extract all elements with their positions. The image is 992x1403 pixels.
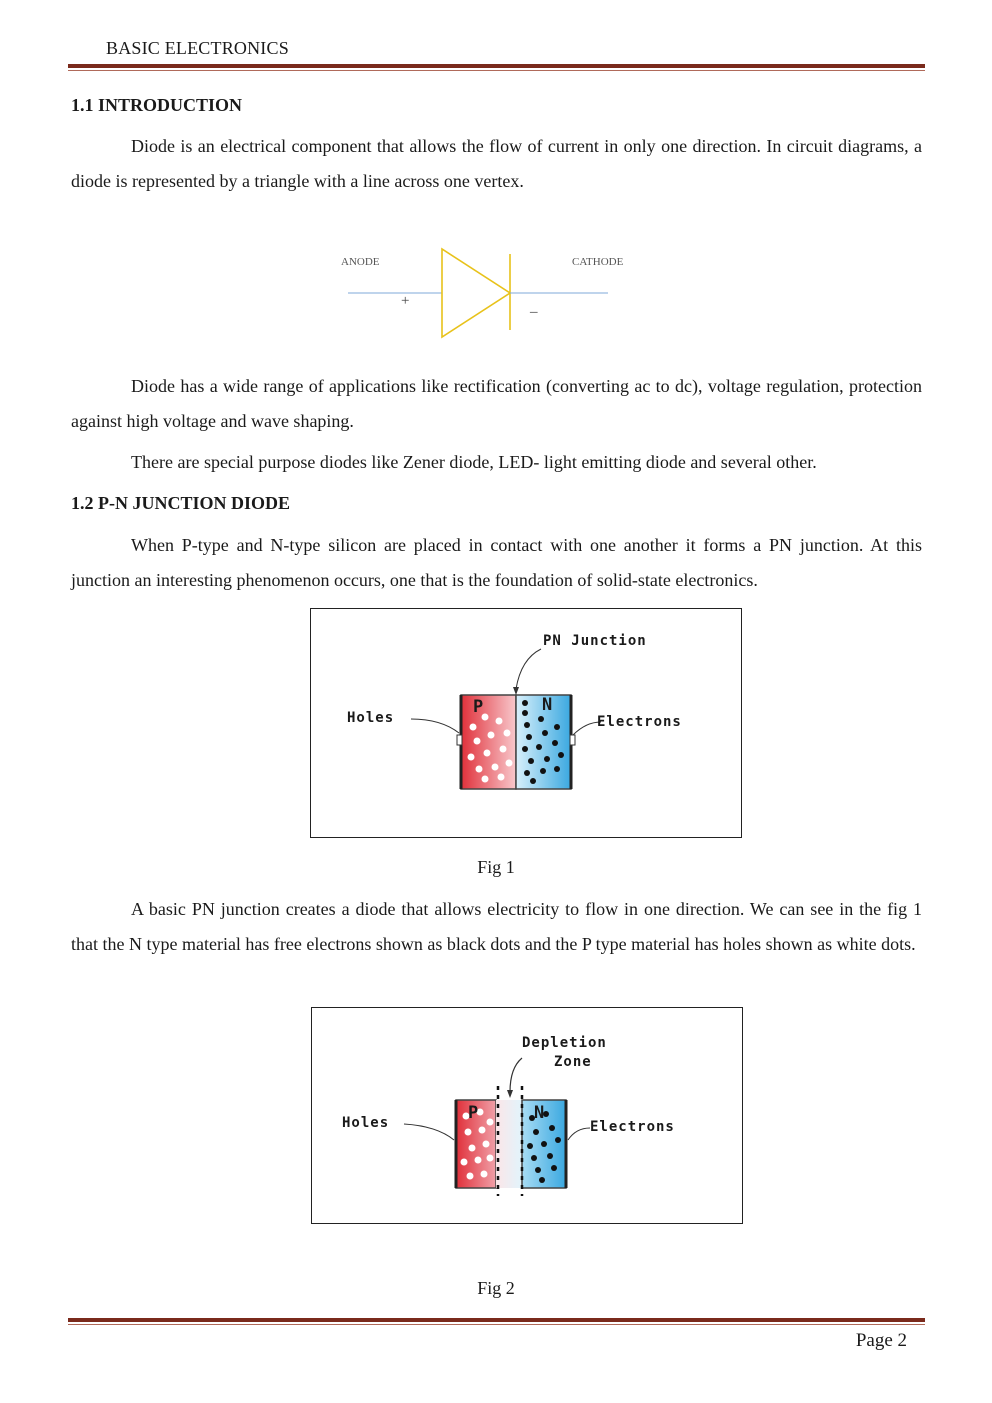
running-header: BASIC ELECTRONICS [106, 38, 289, 58]
p-region [461, 695, 516, 789]
fig1-p-label: P [473, 697, 485, 717]
section-heading-pn-junction: 1.2 P-N JUNCTION DIODE [71, 493, 291, 513]
holes-leader [411, 719, 459, 733]
diode-symbol [338, 244, 638, 344]
diode-triangle [442, 249, 510, 337]
fig1-electrons-label: Electrons [597, 714, 682, 730]
paragraph-text: A basic PN junction creates a diode that allows electricity to flow in one direction. We can see in the fig 1 that the N type material has free electrons shown as black dots and the P type material has holes shown as white dots. [71, 899, 922, 954]
fig2-p-label: P [468, 1103, 480, 1123]
depletion-arrow [510, 1058, 522, 1092]
header-rule [68, 64, 925, 68]
header-rule-thin [68, 70, 925, 71]
paragraph [71, 528, 922, 597]
junction-arrow [516, 649, 541, 689]
paragraph-text: Diode is an electrical component that allows the flow of current in only one direction. In circuit diagrams, a diode is represented by a triangle with a line across one vertex. [71, 136, 922, 191]
minus-sign: _ [530, 299, 538, 315]
paragraph [71, 129, 922, 198]
figure-1-caption: Fig 1 [477, 857, 515, 877]
cathode-label: CATHODE [572, 256, 624, 268]
paragraph-text: Diode has a wide range of applications like rectification (converting ac to dc), voltage regulation, protection against high voltage and wave shaping. [71, 376, 922, 431]
fig2-electrons-label: Electrons [590, 1119, 675, 1135]
anode-label: ANODE [341, 256, 380, 268]
depletion-region [496, 1100, 522, 1188]
figure-1 [310, 608, 742, 838]
footer-rule [68, 1318, 925, 1322]
paragraph-text: When P-type and N-type silicon are placed in contact with one another it forms a PN junction. At this junction an interesting phenomenon occurs, one that is the foundation of solid-state electronics. [71, 535, 922, 590]
fig2-holes-label: Holes [342, 1115, 390, 1131]
paragraph [71, 445, 922, 480]
figure-2 [311, 1007, 743, 1224]
fig2-n-label: N [534, 1103, 546, 1123]
section-heading-introduction: 1.1 INTRODUCTION [71, 95, 243, 115]
footer-rule-thin [68, 1324, 925, 1325]
paragraph [71, 369, 922, 438]
fig1-holes-label: Holes [347, 710, 395, 726]
fig1-title: PN Junction [543, 633, 647, 649]
paragraph-text: There are special purpose diodes like Zener diode, LED- light emitting diode and several other. [131, 452, 817, 472]
electrons-leader [568, 1128, 590, 1140]
figure-2-caption: Fig 2 [477, 1278, 515, 1298]
fig1-n-label: N [542, 695, 554, 715]
page-number: Page 2 [855, 1330, 907, 1351]
diode-symbol-figure [338, 244, 638, 344]
fig2-title-line2: Zone [554, 1054, 592, 1070]
fig2-title-line1: Depletion [522, 1035, 607, 1051]
paragraph [71, 892, 922, 961]
holes-leader [404, 1124, 454, 1140]
plus-sign: + [401, 293, 410, 309]
